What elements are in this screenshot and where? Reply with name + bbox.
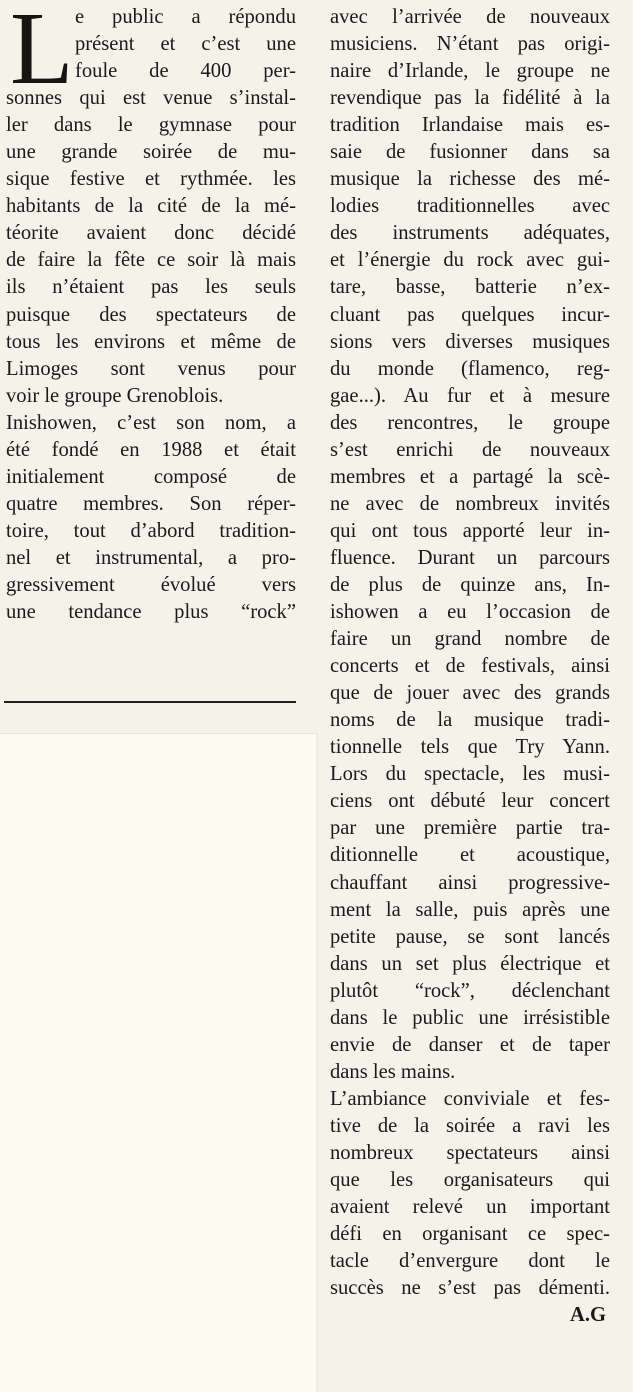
text-line: fluence. Durant un parcours <box>330 546 610 569</box>
text-line: e public a répondu <box>75 6 296 28</box>
text-line: tradition Irlandaise mais es- <box>330 114 610 137</box>
text-line: des instruments adéquates, <box>330 222 610 245</box>
text-line: toire, tout d’abord tradition- <box>6 519 296 542</box>
text-line: une grande soirée de mu- <box>6 141 296 164</box>
text-line: saie de fusionner dans sa <box>330 141 610 164</box>
text-line: Inishowen, c’est son nom, a <box>6 411 296 434</box>
text-line: sonnes qui est venue s’instal- <box>6 87 296 110</box>
text-line: ment la salle, puis après une <box>330 898 610 921</box>
text-line: tous les environs et même de <box>6 330 296 353</box>
text-line: initialement composé de <box>6 465 296 488</box>
text-line: cluant pas quelques incur- <box>330 303 610 326</box>
text-line: gae...). Au fur et à mesure <box>330 384 610 407</box>
text-line: membres et a partagé la scè- <box>330 465 610 488</box>
text-line: ciens ont débuté leur concert <box>330 790 610 813</box>
text-line: du monde (flamenco, reg- <box>330 357 610 380</box>
text-line: que de jouer avec des grands <box>330 682 610 705</box>
text-line: nel et instrumental, a pro- <box>6 546 296 569</box>
text-line: plutôt “rock”, déclenchant <box>330 979 610 1002</box>
text-line: téorite avaient donc décidé <box>6 222 296 245</box>
text-line: concerts et de festivals, ainsi <box>330 655 610 678</box>
text-line: gressivement évolué vers <box>6 573 296 596</box>
left-column <box>6 0 296 626</box>
drop-cap: L <box>10 0 74 106</box>
text-line: chauffant ainsi progressive- <box>330 871 610 894</box>
text-line: de faire la fête ce soir là mais <box>6 249 296 272</box>
text-line: dans les mains. <box>330 1060 456 1083</box>
text-line: défi en organisant ce spec- <box>330 1223 610 1246</box>
text-line: dans le public une irrésistible <box>330 1006 610 1029</box>
column-divider-rule <box>4 701 296 703</box>
blank-paper-area <box>0 733 318 1392</box>
text-line: avaient relevé un important <box>330 1196 610 1219</box>
text-line: puisque des spectateurs de <box>6 303 296 326</box>
text-line: ditionnelle et acoustique, <box>330 844 610 867</box>
text-line: Limoges sont venus pour <box>6 357 296 380</box>
text-line: succès ne s’est pas démenti. <box>330 1277 610 1300</box>
text-line: petite pause, se sont lancés <box>330 925 610 948</box>
text-line: revendique pas la fidélité à la <box>330 87 610 110</box>
text-line: musique la richesse des mé- <box>330 168 610 191</box>
text-line: lodies traditionnelles avec <box>330 195 610 218</box>
text-line: tive de la soirée a ravi les <box>330 1114 610 1137</box>
text-line: et l’énergie du rock avec gui- <box>330 249 610 272</box>
text-line: envie de danser et de taper <box>330 1033 610 1056</box>
text-line: ler dans le gymnase pour <box>6 114 296 137</box>
text-line: avec l’arrivée de nouveaux <box>330 6 610 28</box>
text-line: ne avec de nombreux invités <box>330 492 610 515</box>
text-line: ils n’étaient pas les seuls <box>6 276 296 299</box>
text-line: tacle d’envergure dont le <box>330 1250 610 1273</box>
text-line: Lors du spectacle, les musi- <box>330 763 610 786</box>
text-line: ishowen a eu l’occasion de <box>330 601 610 624</box>
text-line: de plus de quinze ans, In- <box>330 573 610 596</box>
text-line: faire un grand nombre de <box>330 628 610 651</box>
text-line: présent et c’est une <box>75 33 296 56</box>
text-line: musiciens. N’étant pas origi- <box>330 33 610 56</box>
text-line: habitants de la cité de la mé- <box>6 195 296 218</box>
text-line: voir le groupe Grenoblois. <box>6 384 224 407</box>
text-line: des rencontres, le groupe <box>330 411 610 434</box>
text-line: dans un set plus électrique et <box>330 952 610 975</box>
right-column <box>330 4 610 1329</box>
text-line: s’est enrichi de nouveaux <box>330 438 610 461</box>
text-line: tionnelle tels que Try Yann. <box>330 736 610 759</box>
text-line: quatre membres. Son réper- <box>6 492 296 515</box>
text-line: été fondé en 1988 et était <box>6 438 296 461</box>
text-line: que les organisateurs qui <box>330 1169 610 1192</box>
text-line: une tendance plus “rock” <box>6 601 296 624</box>
author-signature: A.G <box>569 1304 606 1327</box>
text-line: nombreux spectateurs ainsi <box>330 1141 610 1164</box>
text-line: qui ont tous apporté leur in- <box>330 519 610 542</box>
text-line: L’ambiance conviviale et fes- <box>330 1087 610 1110</box>
text-line: sique festive et rythmée. les <box>6 168 296 191</box>
text-line: noms de la musique tradi- <box>330 709 610 732</box>
text-line: foule de 400 per- <box>75 60 296 83</box>
text-line: sions vers diverses musiques <box>330 330 610 353</box>
text-line: tare, basse, batterie n’ex- <box>330 276 610 299</box>
text-line: naire d’Irlande, le groupe ne <box>330 60 610 83</box>
text-line: par une première partie tra- <box>330 817 610 840</box>
